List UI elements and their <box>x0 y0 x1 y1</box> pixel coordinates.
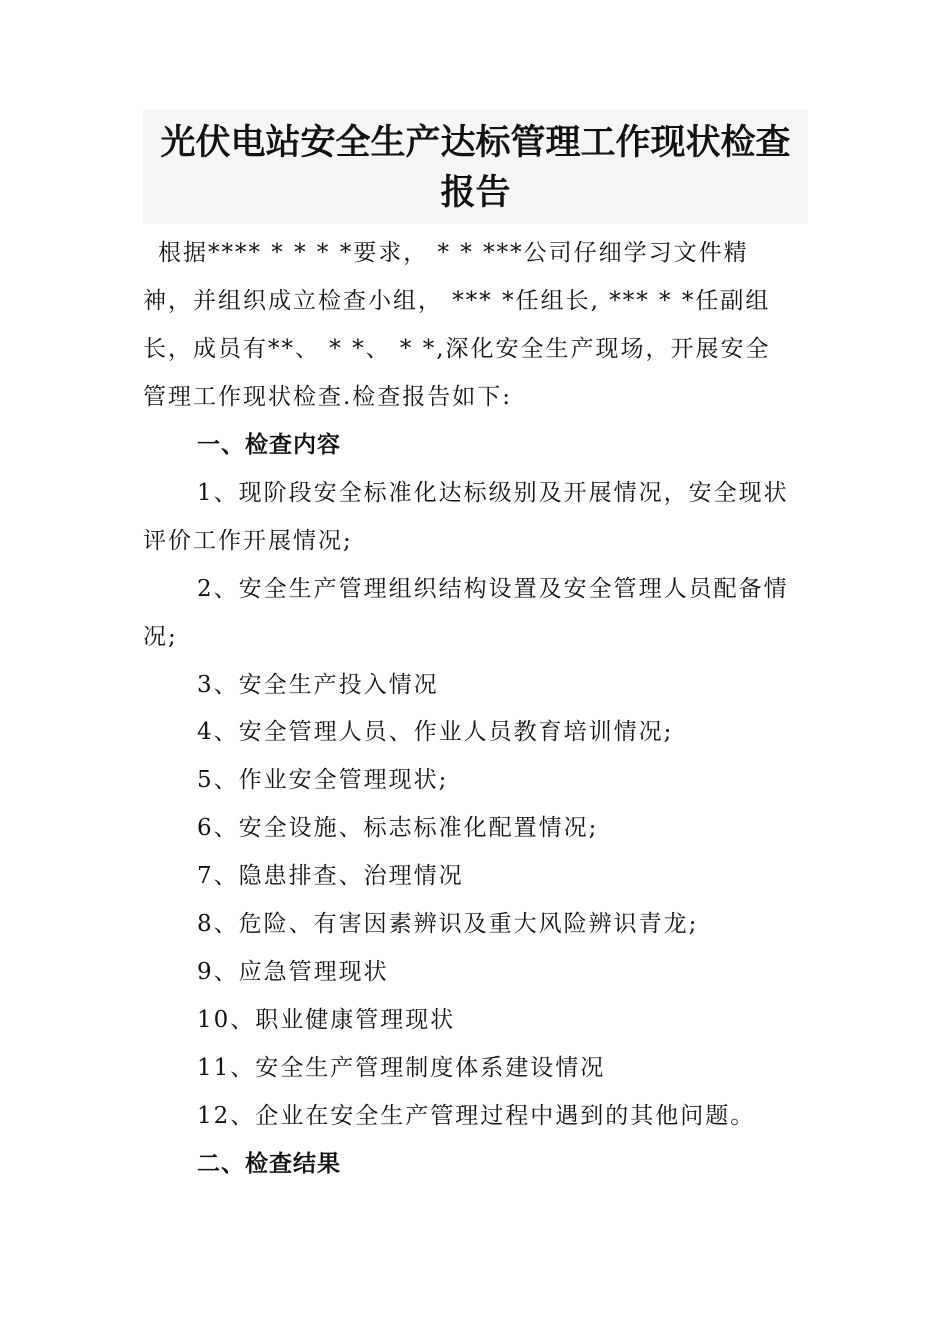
list-item-2-line-2: 况; <box>143 624 178 650</box>
list-item-9: 9、应急管理现状 <box>197 959 389 985</box>
list-item-5: 5、作业安全管理现状; <box>197 767 449 793</box>
list-item-1-line-1: 1、现阶段安全标准化达标级别及开展情况，安全现状 <box>197 480 789 506</box>
list-item-4: 4、安全管理人员、作业人员教育培训情况; <box>197 719 674 745</box>
document-title <box>143 118 808 218</box>
section-heading-content: 一、检查内容 <box>197 432 341 458</box>
list-item-3: 3、安全生产投入情况 <box>197 672 439 698</box>
list-item-1-line-2: 评价工作开展情况; <box>143 528 353 554</box>
intro-line-2: 神，并组织成立检查小组， *** *任组长, *** * *任副组 <box>143 288 771 314</box>
list-item-6: 6、安全设施、标志标准化配置情况; <box>197 815 599 841</box>
intro-line-4: 管理工作现状检查.检查报告如下: <box>143 384 513 410</box>
list-item-7: 7、隐患排查、治理情况 <box>197 863 464 889</box>
title-line-1: 光伏电站安全生产达标管理工作现状检查 <box>160 122 791 163</box>
list-item-8: 8、危险、有害因素辨识及重大风险辨识青龙; <box>197 911 699 937</box>
list-item-10: 10、职业健康管理现状 <box>197 1007 456 1033</box>
list-item-2-line-1: 2、安全生产管理组织结构设置及安全管理人员配备情 <box>197 576 789 602</box>
intro-line-1: 根据**** * * * *要求， * * ***公司仔细学习文件精 <box>158 240 749 266</box>
intro-line-3: 长，成员有**、 * *、 * *,深化安全生产现场，开展安全 <box>143 336 771 362</box>
list-item-11: 11、安全生产管理制度体系建设情况 <box>197 1055 606 1081</box>
section-heading-results: 二、检查结果 <box>197 1151 341 1177</box>
list-item-12: 12、企业在安全生产管理过程中遇到的其他问题。 <box>197 1103 756 1129</box>
title-line-2: 报告 <box>440 172 511 213</box>
